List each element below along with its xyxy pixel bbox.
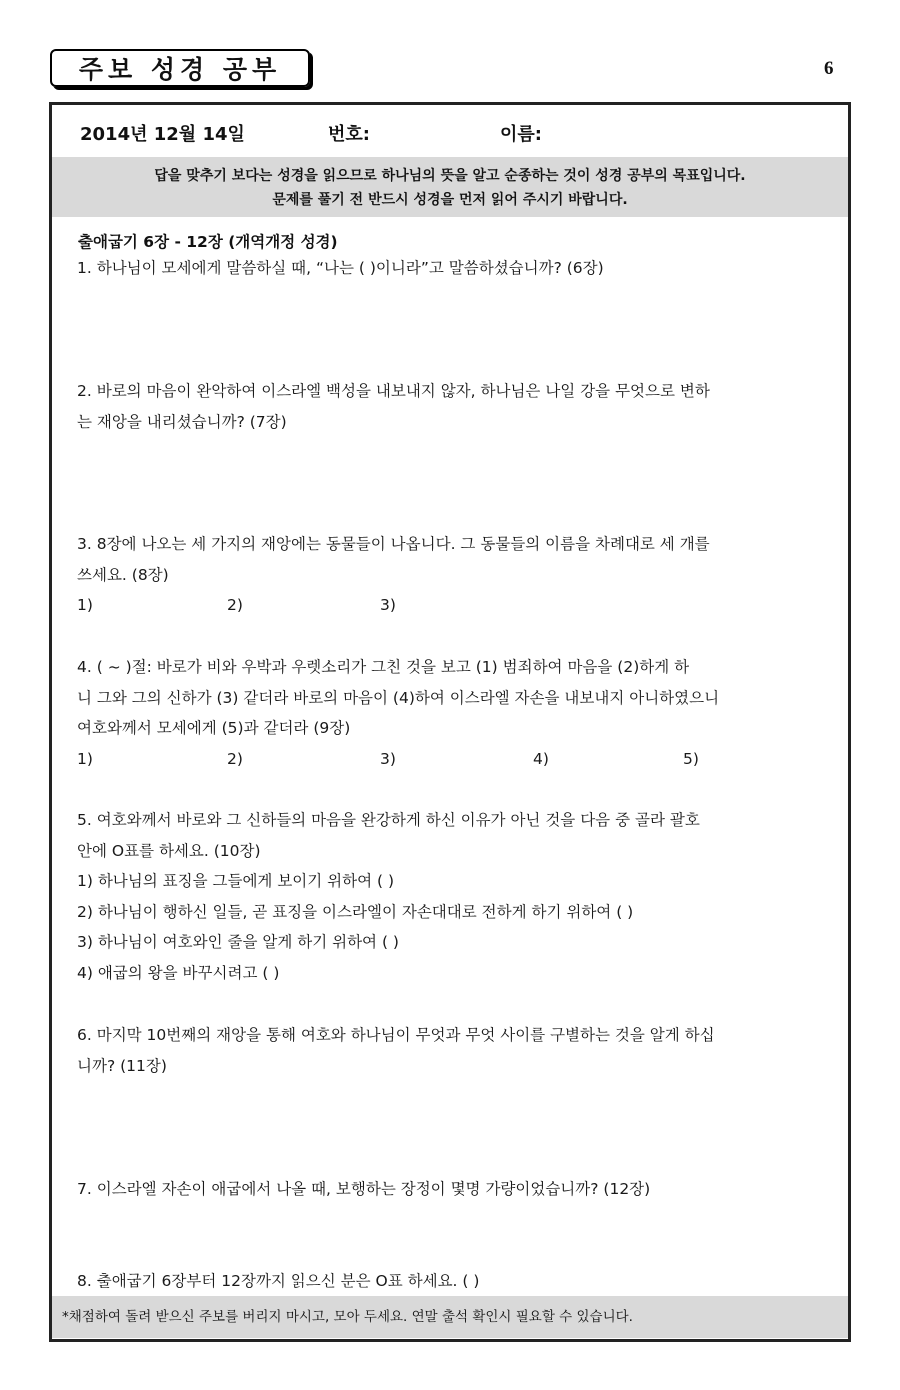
question-4-line-3: 여호와께서 모세에게 (5)과 같더라 (9장): [77, 719, 351, 737]
section-title: 출애굽기 6장 - 12장 (개역개정 성경): [78, 233, 338, 251]
question-5-choice: 3) 하나님이 여호와인 줄을 알게 하기 위하여 ( ): [77, 933, 399, 951]
question-2-line-1: 2. 바로의 마음이 완악하여 이스라엘 백성을 내보내지 않자, 하나님은 나일 강을 무엇으로 변하: [77, 382, 710, 400]
footer-note: *채점하여 돌려 받으신 주보를 버리지 마시고, 모아 두세요. 연말 출석 확인시 필요할 수 있습니다.: [52, 1296, 848, 1338]
question-4: [77, 652, 822, 774]
question-5-choice: 1) 하나님의 표징을 그들에게 보이기 위하여 ( ): [77, 872, 395, 890]
answer-slot: 2): [227, 596, 243, 614]
answer-slot: 1): [77, 749, 93, 768]
question-5-line-2: 안에 O표를 하세요. (10장): [77, 841, 261, 860]
question-4-line-1: 4. ( ~ )절: 바로가 비와 우박과 우렛소리가 그친 것을 보고 (1) 범죄하여 마음을 (2)하게 하: [77, 658, 690, 676]
question-3-line-1: 3. 8장에 나오는 세 가지의 재앙에는 동물들이 나옵니다. 그 동물들의 이름을 차례대로 세 개를: [77, 535, 710, 553]
question-2-line-2: 는 재앙을 내리셨습니까? (7장): [77, 412, 287, 431]
question-1: [77, 253, 822, 284]
question-5-choice: 4) 애굽의 왕을 바꾸시려고 ( ): [77, 963, 280, 982]
answer-slot: 2): [227, 749, 243, 768]
number-label: 번호:: [328, 124, 370, 145]
instruction-notice: [52, 157, 848, 217]
page-number: 6: [824, 58, 834, 79]
question-4-line-2: 니 그와 그의 신하가 (3) 같더라 바로의 마음이 (4)하여 이스라엘 자손을 내보내지 아니하였으니: [77, 688, 720, 707]
question-8-text: 8. 출애굽기 6장부터 12장까지 읽으신 분은 O표 하세요. ( ): [77, 1272, 480, 1290]
page-title: 주보 성경 공부: [50, 49, 310, 87]
question-3-answers: [77, 590, 822, 621]
notice-line-2: 문제를 풀기 전 반드시 성경을 먼저 읽어 주시기 바랍니다.: [272, 192, 628, 208]
answer-slot: 3): [380, 749, 396, 768]
question-4-answers: [77, 744, 822, 775]
question-5-choice: 2) 하나님이 행하신 일들, 곧 표징을 이스라엘이 자손대대로 전하게 하기 위하여 ( ): [77, 902, 634, 921]
question-2: [77, 376, 822, 437]
question-6: [77, 1020, 822, 1081]
answer-slot: 1): [77, 596, 93, 614]
question-6-line-2: 니까? (11장): [77, 1056, 167, 1075]
question-5-line-1: 5. 여호와께서 바로와 그 신하들의 마음을 완강하게 하신 이유가 아닌 것을 다음 중 골라 괄호: [77, 811, 700, 829]
question-1-text: 1. 하나님이 모세에게 말씀하실 때, “나는 ( )이니라”고 말씀하셨습니까? (6장): [77, 259, 604, 277]
question-5: [77, 805, 822, 988]
question-8: [77, 1266, 822, 1297]
question-3-line-2: 쓰세요. (8장): [77, 565, 169, 584]
answer-slot: 3): [380, 596, 396, 614]
name-label: 이름:: [500, 124, 542, 145]
notice-line-1: 답을 맞추기 보다는 성경을 읽으므로 하나님의 뜻을 알고 순종하는 것이 성경 공부의 목표입니다.: [154, 168, 746, 184]
question-6-line-1: 6. 마지막 10번째의 재앙을 통해 여호와 하나님이 무엇과 무엇 사이를 구별하는 것을 알게 하십: [77, 1026, 715, 1044]
answer-slot: 4): [533, 749, 549, 768]
answer-slot: 5): [683, 749, 699, 768]
question-3: [77, 529, 822, 621]
date-text: 2014년 12월 14일: [80, 124, 245, 145]
question-7-text: 7. 이스라엘 자손이 애굽에서 나올 때, 보행하는 장정이 몇명 가량이었습니까? (12장): [77, 1180, 651, 1198]
question-7: [77, 1174, 822, 1205]
